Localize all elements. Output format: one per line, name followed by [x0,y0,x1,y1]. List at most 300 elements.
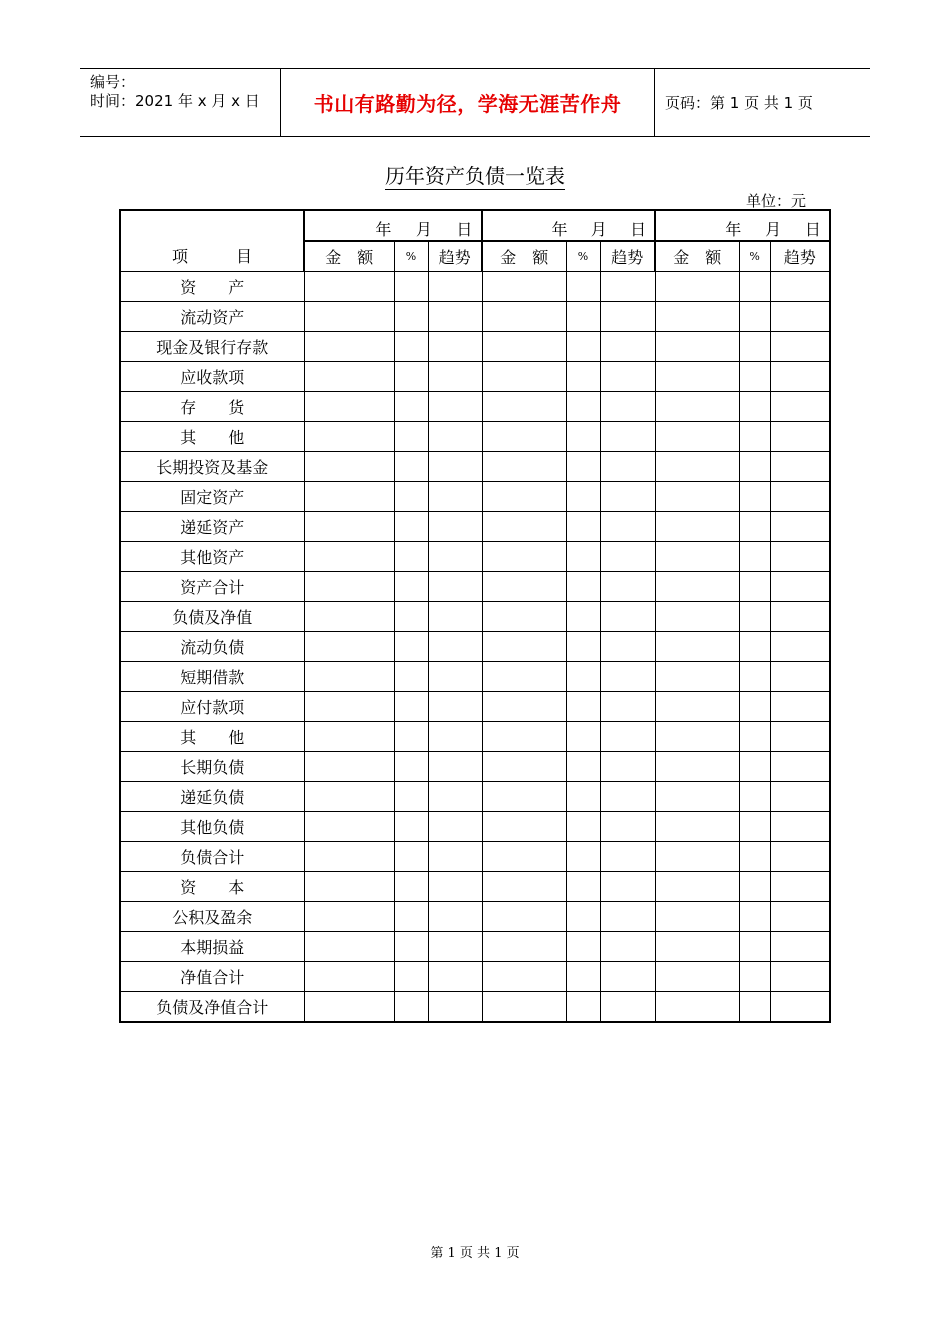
number-label: 编号： [90,73,136,91]
value-cell[interactable] [428,482,482,512]
value-cell[interactable] [482,422,566,452]
value-cell[interactable] [428,302,482,332]
date-day-label: 日 [804,220,821,239]
value-cell[interactable] [566,842,600,872]
value-cell[interactable] [428,362,482,392]
value-cell[interactable] [428,812,482,842]
value-cell[interactable] [600,932,655,962]
value-cell[interactable] [428,572,482,602]
value-cell[interactable] [566,512,600,542]
percent-column-header: % [394,241,428,272]
row-label: 其他资产 [120,542,304,572]
value-cell[interactable] [566,632,600,662]
value-cell[interactable] [566,452,600,482]
value-cell[interactable] [600,692,655,722]
value-cell[interactable] [304,632,394,662]
value-cell[interactable] [655,962,739,992]
value-cell[interactable] [482,902,566,932]
row-label: 应付款项 [120,692,304,722]
value-cell[interactable] [394,572,428,602]
row-label: 固定资产 [120,482,304,512]
row-label: 递延负债 [120,782,304,812]
date-group-header [655,210,830,241]
value-cell[interactable] [482,962,566,992]
value-cell[interactable] [655,482,739,512]
value-cell[interactable] [482,872,566,902]
header-info [80,69,281,136]
value-cell[interactable] [739,692,770,722]
value-cell[interactable] [655,392,739,422]
value-cell[interactable] [304,842,394,872]
date-month-label: 月 [415,220,432,239]
value-cell[interactable] [566,602,600,632]
table-header [120,210,830,272]
value-cell[interactable] [394,362,428,392]
value-cell[interactable] [770,632,830,662]
value-cell[interactable] [655,992,739,1023]
row-label: 存 货 [120,392,304,422]
value-cell[interactable] [739,272,770,302]
table-row [120,992,830,1023]
value-cell[interactable] [655,512,739,542]
value-cell[interactable] [428,512,482,542]
row-label: 负债及净值 [120,602,304,632]
value-cell[interactable] [394,752,428,782]
table-row [120,662,830,692]
value-cell[interactable] [428,932,482,962]
value-cell[interactable] [600,272,655,302]
row-label: 负债及净值合计 [120,992,304,1023]
value-cell[interactable] [394,872,428,902]
value-cell[interactable] [739,992,770,1023]
value-cell[interactable] [394,842,428,872]
value-cell[interactable] [739,662,770,692]
value-cell[interactable] [304,542,394,572]
value-cell[interactable] [394,962,428,992]
value-cell[interactable] [600,662,655,692]
value-cell[interactable] [482,692,566,722]
trend-column-header: 趋势 [770,241,830,272]
value-cell[interactable] [739,812,770,842]
row-label: 其 他 [120,722,304,752]
value-cell[interactable] [770,482,830,512]
value-cell[interactable] [566,572,600,602]
value-cell[interactable] [304,272,394,302]
value-cell[interactable] [482,392,566,422]
value-cell[interactable] [770,602,830,632]
value-cell[interactable] [739,752,770,782]
value-cell[interactable] [739,932,770,962]
value-cell[interactable] [770,992,830,1023]
value-cell[interactable] [655,272,739,302]
value-cell[interactable] [600,452,655,482]
value-cell[interactable] [428,662,482,692]
value-cell[interactable] [304,812,394,842]
value-cell[interactable] [304,962,394,992]
value-cell[interactable] [770,932,830,962]
value-cell[interactable] [482,572,566,602]
table-row [120,872,830,902]
value-cell[interactable] [304,722,394,752]
value-cell[interactable] [482,512,566,542]
value-cell[interactable] [394,302,428,332]
value-cell[interactable] [304,482,394,512]
value-cell[interactable] [304,572,394,602]
value-cell[interactable] [739,572,770,602]
value-cell[interactable] [394,692,428,722]
value-cell[interactable] [566,812,600,842]
value-cell[interactable] [394,932,428,962]
value-cell[interactable] [770,332,830,362]
value-cell[interactable] [655,332,739,362]
value-cell[interactable] [482,542,566,572]
value-cell[interactable] [600,602,655,632]
value-cell[interactable] [655,422,739,452]
header-page-cell [655,69,870,136]
value-cell[interactable] [394,632,428,662]
value-cell[interactable] [739,332,770,362]
value-cell[interactable] [739,302,770,332]
date-group-header [304,210,482,241]
percent-column-header: % [566,241,600,272]
table-row [120,482,830,512]
table-row [120,302,830,332]
value-cell[interactable] [770,812,830,842]
value-cell[interactable] [600,782,655,812]
table-row [120,572,830,602]
value-cell[interactable] [566,722,600,752]
row-label: 净值合计 [120,962,304,992]
value-cell[interactable] [739,962,770,992]
row-label: 资 本 [120,872,304,902]
date-month-label: 月 [590,220,607,239]
value-cell[interactable] [482,722,566,752]
value-cell[interactable] [655,692,739,722]
page-title [0,160,950,189]
value-cell[interactable] [600,512,655,542]
value-cell[interactable] [655,302,739,332]
date-group-header [482,210,655,241]
value-cell[interactable] [770,542,830,572]
value-cell[interactable] [770,662,830,692]
value-cell[interactable] [739,422,770,452]
value-cell[interactable] [655,572,739,602]
date-month-label: 月 [765,220,782,239]
table-row [120,902,830,932]
value-cell[interactable] [482,362,566,392]
value-cell[interactable] [304,992,394,1023]
value-cell[interactable] [655,812,739,842]
value-cell[interactable] [428,752,482,782]
table-row [120,332,830,362]
value-cell[interactable] [566,302,600,332]
value-cell[interactable] [739,872,770,902]
value-cell[interactable] [482,272,566,302]
value-cell[interactable] [600,752,655,782]
value-cell[interactable] [428,902,482,932]
value-cell[interactable] [482,662,566,692]
table-body [120,272,830,1023]
value-cell[interactable] [770,722,830,752]
value-cell[interactable] [566,272,600,302]
value-cell[interactable] [566,392,600,422]
value-cell[interactable] [770,422,830,452]
row-label: 其他负债 [120,812,304,842]
value-cell[interactable] [770,842,830,872]
value-cell[interactable] [566,692,600,722]
value-cell[interactable] [655,362,739,392]
value-cell[interactable] [482,602,566,632]
value-cell[interactable] [482,782,566,812]
value-cell[interactable] [304,662,394,692]
value-cell[interactable] [739,722,770,752]
value-cell[interactable] [428,842,482,872]
value-cell[interactable] [566,332,600,362]
value-cell[interactable] [655,752,739,782]
value-cell[interactable] [770,692,830,722]
value-cell[interactable] [739,452,770,482]
value-cell[interactable] [600,902,655,932]
value-cell[interactable] [770,302,830,332]
row-label: 短期借款 [120,662,304,692]
row-label: 资 产 [120,272,304,302]
value-cell[interactable] [304,602,394,632]
value-cell[interactable] [304,302,394,332]
table-row [120,272,830,302]
value-cell[interactable] [739,542,770,572]
value-cell[interactable] [482,482,566,512]
value-cell[interactable] [770,512,830,542]
value-cell[interactable] [566,662,600,692]
value-cell[interactable] [482,452,566,482]
value-cell[interactable] [600,392,655,422]
value-cell[interactable] [739,482,770,512]
header-row-dates [120,210,830,241]
value-cell[interactable] [600,572,655,602]
value-cell[interactable] [600,962,655,992]
row-label: 流动负债 [120,632,304,662]
value-cell[interactable] [770,392,830,422]
value-cell[interactable] [566,362,600,392]
table-row [120,542,830,572]
date-year-label: 年 [375,220,392,239]
table-row [120,692,830,722]
value-cell[interactable] [566,902,600,932]
table-row [120,602,830,632]
value-cell[interactable] [428,602,482,632]
value-cell[interactable] [600,332,655,362]
unit-label: 单位：元 [745,192,806,210]
page-footer: 第 1 页 共 1 页 [430,1246,520,1261]
value-cell[interactable] [304,392,394,422]
value-cell[interactable] [394,782,428,812]
value-cell[interactable] [428,542,482,572]
row-label: 公积及盈余 [120,902,304,932]
table-row [120,932,830,962]
value-cell[interactable] [655,722,739,752]
value-cell[interactable] [428,632,482,662]
value-cell[interactable] [428,452,482,482]
amount-column-header: 金 额 [482,241,566,272]
value-cell[interactable] [428,992,482,1023]
value-cell[interactable] [566,962,600,992]
row-label: 本期损益 [120,932,304,962]
value-cell[interactable] [428,422,482,452]
table-row [120,782,830,812]
value-cell[interactable] [428,962,482,992]
motto-text: 书山有路勤为径，学海无涯苦作舟 [313,92,622,116]
value-cell[interactable] [566,422,600,452]
value-cell[interactable] [482,842,566,872]
row-label: 其 他 [120,422,304,452]
value-cell[interactable] [600,422,655,452]
value-cell[interactable] [394,812,428,842]
value-cell[interactable] [428,722,482,752]
value-cell[interactable] [304,512,394,542]
trend-column-header: 趋势 [600,241,655,272]
value-cell[interactable] [600,302,655,332]
value-cell[interactable] [566,932,600,962]
value-cell[interactable] [770,872,830,902]
item-header-label: 项 目 [171,247,252,266]
value-cell[interactable] [566,992,600,1023]
value-cell[interactable] [655,632,739,662]
value-cell[interactable] [482,992,566,1023]
value-cell[interactable] [304,902,394,932]
row-label: 应收款项 [120,362,304,392]
row-label: 长期负债 [120,752,304,782]
value-cell[interactable] [482,632,566,662]
value-cell[interactable] [566,782,600,812]
value-cell[interactable] [600,812,655,842]
value-cell[interactable] [304,932,394,962]
table-row [120,452,830,482]
value-cell[interactable] [394,722,428,752]
value-cell[interactable] [428,392,482,422]
value-cell[interactable] [655,932,739,962]
value-cell[interactable] [655,542,739,572]
value-cell[interactable] [600,872,655,902]
value-cell[interactable] [482,302,566,332]
table-row [120,722,830,752]
value-cell[interactable] [739,902,770,932]
balance-sheet-table [119,209,831,1023]
value-cell[interactable] [304,872,394,902]
value-cell[interactable] [394,422,428,452]
value-cell[interactable] [394,482,428,512]
value-cell[interactable] [428,872,482,902]
value-cell[interactable] [770,782,830,812]
value-cell[interactable] [770,902,830,932]
percent-column-header: % [739,241,770,272]
value-cell[interactable] [482,932,566,962]
item-header [120,210,304,272]
trend-column-header: 趋势 [428,241,482,272]
value-cell[interactable] [770,572,830,602]
value-cell[interactable] [739,782,770,812]
value-cell[interactable] [394,452,428,482]
value-cell[interactable] [655,782,739,812]
value-cell[interactable] [304,332,394,362]
value-cell[interactable] [394,992,428,1023]
value-cell[interactable] [394,272,428,302]
value-cell[interactable] [600,362,655,392]
value-cell[interactable] [428,782,482,812]
value-cell[interactable] [655,452,739,482]
value-cell[interactable] [600,482,655,512]
value-cell[interactable] [770,362,830,392]
value-cell[interactable] [304,452,394,482]
time-label: 时间：2021 年 x 月 x 日 [90,92,260,110]
value-cell[interactable] [739,362,770,392]
value-cell[interactable] [739,632,770,662]
value-cell[interactable] [304,362,394,392]
value-cell[interactable] [600,722,655,752]
value-cell[interactable] [655,662,739,692]
value-cell[interactable] [600,842,655,872]
value-cell[interactable] [770,962,830,992]
page-title-text: 历年资产负债一览表 [385,164,565,188]
value-cell[interactable] [394,902,428,932]
value-cell[interactable] [566,542,600,572]
table-row [120,422,830,452]
value-cell[interactable] [739,602,770,632]
row-label: 递延资产 [120,512,304,542]
value-cell[interactable] [394,512,428,542]
value-cell[interactable] [770,272,830,302]
date-year-label: 年 [551,220,568,239]
value-cell[interactable] [655,842,739,872]
row-label: 流动资产 [120,302,304,332]
value-cell[interactable] [655,872,739,902]
value-cell[interactable] [482,332,566,362]
table-row [120,962,830,992]
value-cell[interactable] [770,452,830,482]
value-cell[interactable] [566,752,600,782]
value-cell[interactable] [655,902,739,932]
value-cell[interactable] [600,992,655,1023]
value-cell[interactable] [739,392,770,422]
value-cell[interactable] [482,812,566,842]
value-cell[interactable] [304,422,394,452]
table-row [120,752,830,782]
value-cell[interactable] [428,692,482,722]
value-cell[interactable] [394,392,428,422]
value-cell[interactable] [428,332,482,362]
value-cell[interactable] [394,332,428,362]
value-cell[interactable] [600,542,655,572]
value-cell[interactable] [655,602,739,632]
value-cell[interactable] [600,632,655,662]
value-cell[interactable] [566,482,600,512]
value-cell[interactable] [394,602,428,632]
table-row [120,362,830,392]
value-cell[interactable] [304,782,394,812]
value-cell[interactable] [428,272,482,302]
date-day-label: 日 [456,220,473,239]
table-row [120,392,830,422]
value-cell[interactable] [770,752,830,782]
value-cell[interactable] [482,752,566,782]
value-cell[interactable] [304,692,394,722]
value-cell[interactable] [739,512,770,542]
value-cell[interactable] [394,542,428,572]
value-cell[interactable] [394,662,428,692]
date-year-label: 年 [725,220,742,239]
value-cell[interactable] [304,752,394,782]
value-cell[interactable] [739,842,770,872]
value-cell[interactable] [566,872,600,902]
